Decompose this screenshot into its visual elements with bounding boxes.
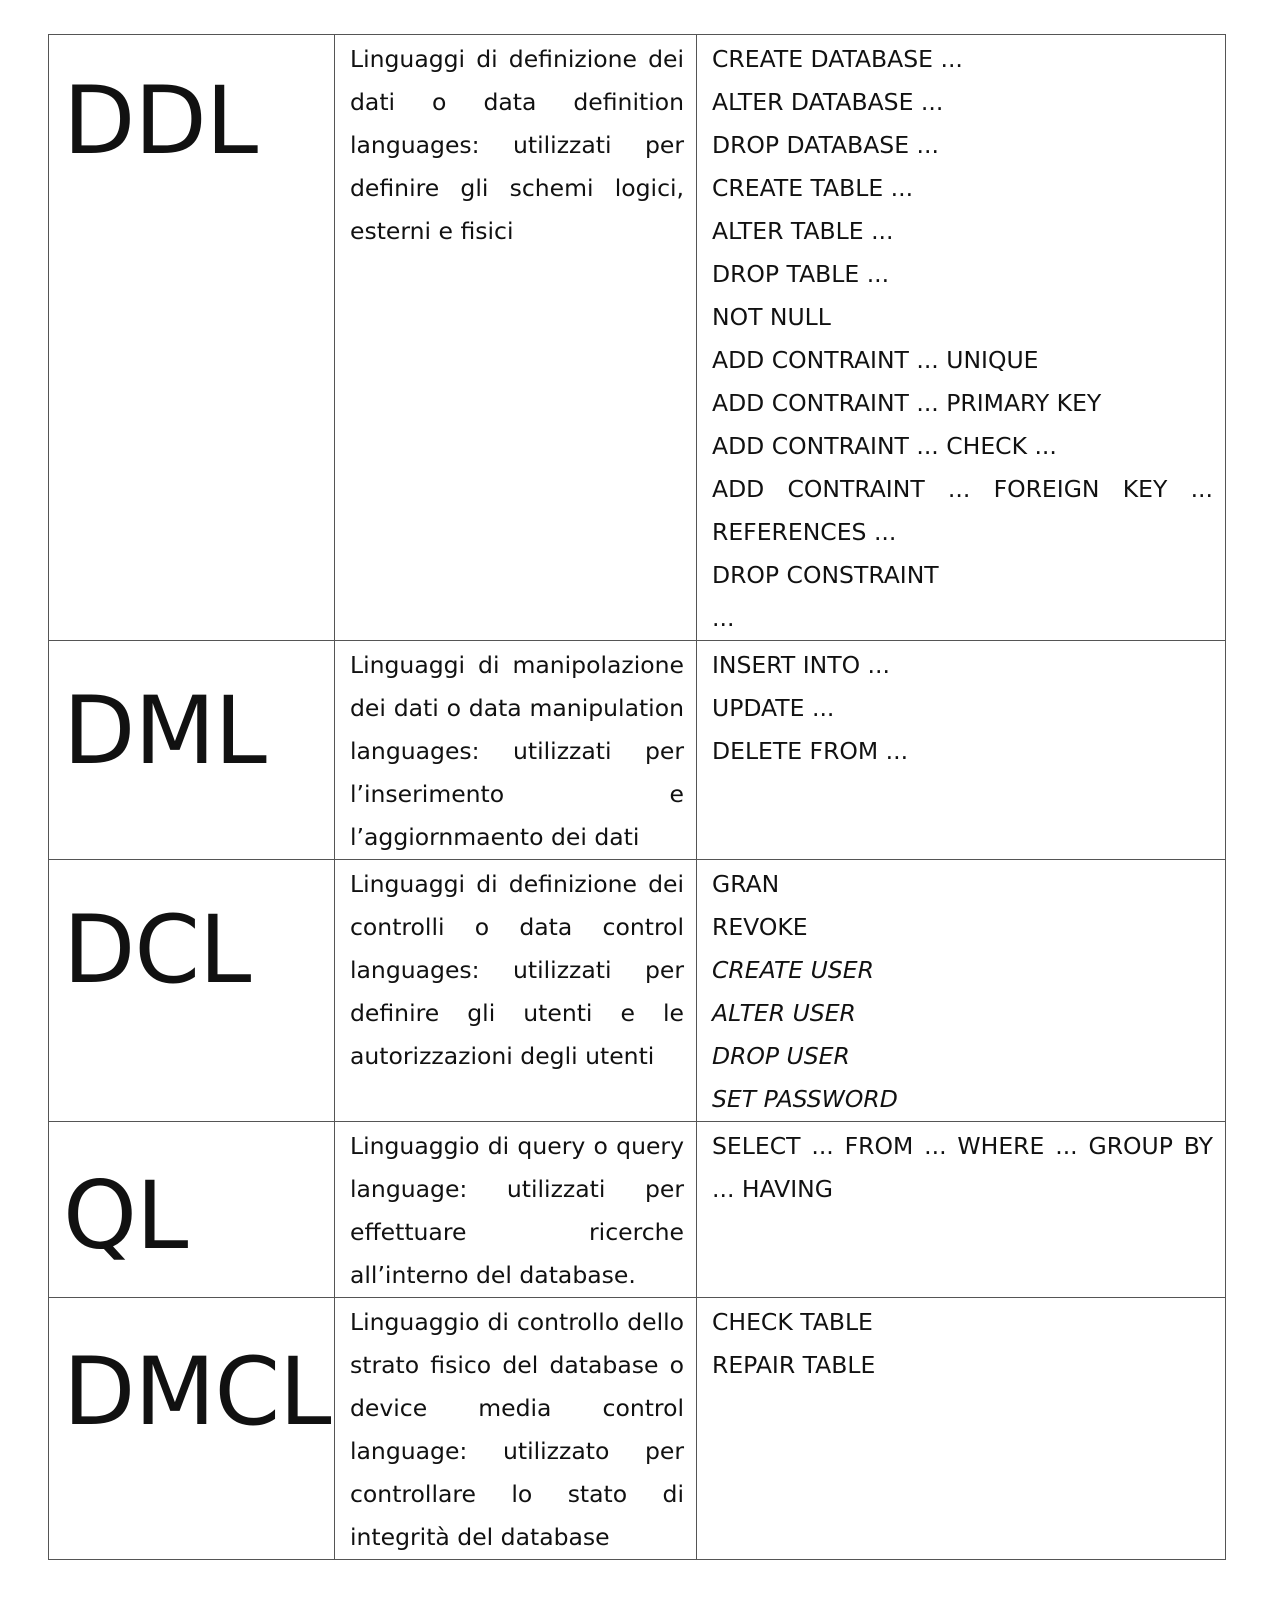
table-row [49, 35, 1226, 641]
language-acronym: QL [63, 1162, 188, 1271]
command-list [697, 641, 1225, 773]
acronym-cell [49, 1298, 335, 1560]
sql-languages-table [48, 34, 1226, 1560]
commands-cell [697, 1122, 1226, 1298]
description-cell [335, 1298, 697, 1560]
command-item: ALTER DATABASE ... [712, 88, 944, 116]
command-list [697, 1122, 1225, 1211]
commands-cell [697, 641, 1226, 860]
acronym-cell [49, 641, 335, 860]
command-item: ADD CONTRAINT ... PRIMARY KEY [712, 389, 1102, 417]
command-item: CREATE USER [712, 956, 874, 984]
description-cell [335, 641, 697, 860]
language-acronym: DML [63, 677, 266, 786]
command-item: INSERT INTO ... [712, 651, 890, 679]
command-item: DROP TABLE ... [712, 260, 890, 288]
command-item: ALTER USER [712, 999, 856, 1027]
command-item: SELECT ... FROM ... WHERE ... GROUP BY ... HAVING [712, 1132, 1213, 1203]
language-description: Linguaggi di manipolazione dei dati o data manipulation languages: utilizzati per l’inserimento e l’aggiornmaento dei dati [350, 651, 684, 851]
command-list [697, 860, 1225, 1121]
command-item: UPDATE ... [712, 694, 835, 722]
command-item: REPAIR TABLE [712, 1351, 876, 1379]
command-item: DROP DATABASE ... [712, 131, 939, 159]
language-description: Linguaggi di definizione dei dati o data definition languages: utilizzati per definire gli schemi logici, esterni e fisici [350, 45, 684, 245]
command-item: CHECK TABLE [712, 1308, 873, 1336]
description-cell [335, 860, 697, 1122]
language-description: Linguaggio di query o query language: utilizzati per effettuare ricerche all’interno del database. [350, 1132, 684, 1289]
command-item: REVOKE [712, 913, 808, 941]
table-row [49, 860, 1226, 1122]
command-list [697, 1298, 1225, 1387]
command-list [697, 35, 1225, 640]
acronym-cell [49, 860, 335, 1122]
description-cell [335, 1122, 697, 1298]
command-item: NOT NULL [712, 303, 831, 331]
command-item: GRAN [712, 870, 780, 898]
commands-cell [697, 35, 1226, 641]
command-item: CREATE TABLE ... [712, 174, 914, 202]
command-item: ... [712, 604, 735, 632]
language-description: Linguaggio di controllo dello strato fisico del database o device media control language: utilizzato per controllare lo stato di integrità del database [350, 1308, 684, 1551]
commands-cell [697, 1298, 1226, 1560]
command-item: ADD CONTRAINT ... UNIQUE [712, 346, 1039, 374]
command-item: DROP CONSTRAINT [712, 561, 939, 589]
command-item: DROP USER [712, 1042, 850, 1070]
table-row [49, 1298, 1226, 1560]
language-description: Linguaggi di definizione dei controlli o data control languages: utilizzati per definire gli utenti e le autorizzazioni degli utenti [350, 870, 684, 1070]
table-row [49, 1122, 1226, 1298]
language-acronym: DMCL [63, 1338, 331, 1447]
command-item: CREATE DATABASE ... [712, 45, 963, 73]
command-item: ADD CONTRAINT ... FOREIGN KEY ... REFERENCES ... [712, 475, 1213, 546]
acronym-cell [49, 1122, 335, 1298]
command-item: SET PASSWORD [712, 1085, 898, 1113]
table-row [49, 641, 1226, 860]
acronym-cell [49, 35, 335, 641]
command-item: DELETE FROM ... [712, 737, 909, 765]
language-acronym: DDL [63, 67, 258, 176]
command-item: ALTER TABLE ... [712, 217, 894, 245]
commands-cell [697, 860, 1226, 1122]
description-cell [335, 35, 697, 641]
language-acronym: DCL [63, 896, 251, 1005]
command-item: ADD CONTRAINT ... CHECK ... [712, 432, 1057, 460]
